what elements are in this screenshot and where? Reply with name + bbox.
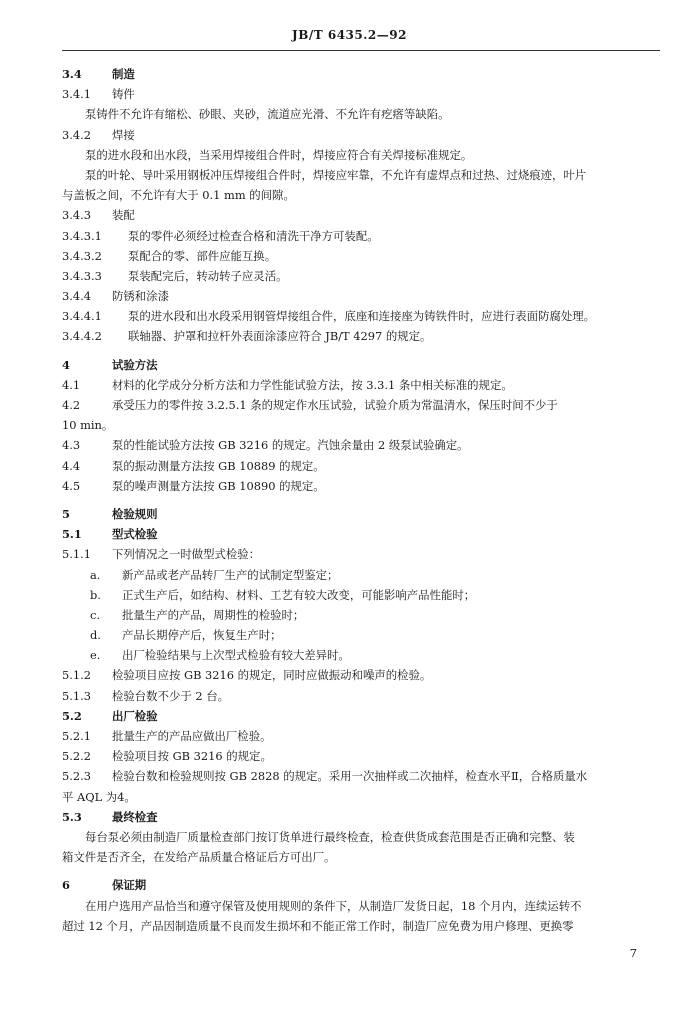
paragraph-line: 泵的叶轮、导叶采用钢板冲压焊接组合件时，焊接应牢靠，不允许有虚焊点和过热、过烧痕迹，叶片: [85, 167, 587, 182]
clause-number: 3.4.3: [62, 208, 91, 223]
heading-number: 5.1: [62, 527, 82, 542]
clause-text: 焊接: [112, 127, 135, 142]
document-body: [62, 64, 660, 936]
heading-number: 3.4: [62, 67, 82, 81]
clause-number: 5.1.3: [62, 688, 91, 703]
list-marker: a.: [90, 567, 101, 582]
heading-number: 4: [62, 357, 70, 372]
list-text: 批量生产的产品，周期性的检验时；: [122, 607, 305, 622]
heading-text: 最终检查: [112, 809, 158, 824]
paragraph-continuation: 超过 12 个月，产品因制造质量不良而发生损坏和不能正常工作时，制造厂应免费为用户修理、更换零: [62, 918, 574, 933]
clause-number: 3.4.3.3: [62, 268, 102, 283]
list-text: 出厂检验结果与上次型式检验有较大差异时。: [122, 648, 350, 663]
heading-number: 5.3: [62, 809, 82, 824]
section-heading: [62, 64, 660, 84]
clause-text: 材料的化学成分分析方法和力学性能试验方法，按 3.3.1 条中相关标准的规定。: [112, 377, 513, 392]
list-text: 正式生产后，如结构、材料、工艺有较大改变，可能影响产品性能时；: [122, 587, 476, 602]
list-marker: e.: [90, 648, 101, 663]
paragraph-line: 每台泵必须由制造厂质量检查部门按订货单进行最终检查，检查供货成套范围是否正确和完整、装: [85, 829, 575, 844]
clause: [62, 395, 660, 415]
list-text: 新产品或老产品转厂生产的试制定型鉴定；: [122, 567, 339, 582]
heading-text: 型式检验: [112, 527, 158, 542]
document-header: JB/T 6435.2—92: [292, 28, 407, 42]
clause-text: 泵的噪声测量方法按 GB 10890 的规定。: [112, 478, 325, 493]
paragraph-continuation: 与盖板之间，不允许有大于 0.1 mm 的间隙。: [62, 188, 295, 203]
section-heading: [62, 504, 660, 524]
clause-number: 3.4.3.2: [62, 248, 102, 263]
list-text: 产品长期停产后，恢复生产时；: [122, 628, 282, 643]
section-heading: [62, 355, 660, 375]
clause: [62, 125, 660, 145]
clause: [62, 766, 660, 786]
clause: [62, 246, 660, 266]
page-number: 7: [629, 946, 637, 960]
clause: [62, 435, 660, 455]
clause-text: 批量生产的产品应做出厂检验。: [112, 729, 272, 743]
list-marker: d.: [90, 628, 101, 643]
heading-text: 检验规则: [112, 506, 158, 521]
clause-number: 5.1.2: [62, 668, 91, 683]
list-marker: b.: [90, 587, 101, 602]
clause-text: 泵的振动测量方法按 GB 10889 的规定。: [112, 458, 325, 473]
clause: [62, 266, 660, 286]
clause-number: 4.2: [62, 398, 81, 412]
clause-text: 检验项目应按 GB 3216 的规定，同时应做振动和噪声的检验。: [112, 668, 432, 683]
clause: [62, 205, 660, 225]
heading-text: 保证期: [112, 878, 147, 893]
clause-text: 检验台数不少于 2 台。: [112, 688, 230, 703]
section-heading: [62, 875, 660, 895]
list-item: [62, 605, 660, 625]
clause-number: 4.4: [62, 458, 81, 473]
clause-text: 检验台数和检验规则按 GB 2828 的规定。采用一次抽样或二次抽样，检查水平Ⅱ，合格质量水: [112, 769, 588, 784]
clause: [62, 686, 660, 706]
clause: [62, 306, 660, 326]
clause-text: 泵的零件必须经过检查合格和清洗干净方可装配。: [128, 228, 379, 243]
clause-number: 3.4.2: [62, 127, 91, 142]
clause: [62, 746, 660, 766]
clause: [62, 726, 660, 746]
section-heading: [62, 706, 660, 726]
clause-text: 泵装配完后，转动转子应灵活。: [128, 268, 288, 283]
clause-text: 防锈和涂漆: [112, 289, 169, 304]
paragraph-continuation: 10 min。: [62, 418, 114, 433]
clause: [62, 226, 660, 246]
clause-text: 承受压力的零件按 3.2.5.1 条的规定作水压试验，试验介质为常温清水，保压时间不少于: [112, 398, 558, 412]
clause-number: 3.4.4: [62, 289, 91, 304]
clause-number: 4.5: [62, 478, 81, 493]
clause-number: 5.2.2: [62, 749, 91, 764]
clause-text: 泵的进水段和出水段采用钢管焊接组合件，底座和连接座为铸铁件时，应进行表面防腐处理。: [128, 309, 596, 324]
clause: [62, 544, 660, 564]
clause: [62, 326, 660, 346]
clause-text: 装配: [112, 208, 135, 223]
clause-number: 5.2.1: [62, 729, 91, 743]
clause-number: 4.3: [62, 438, 81, 453]
clause: [62, 375, 660, 395]
clause-number: 3.4.4.1: [62, 309, 102, 324]
paragraph-line: 泵的进水段和出水段，当采用焊接组合件时，焊接应符合有关焊接标准规定。: [85, 147, 473, 162]
section-heading: [62, 807, 660, 827]
clause-text: 铸件: [112, 87, 135, 102]
list-item: [62, 585, 660, 605]
clause-text: 联轴器、护罩和拉杆外表面涂漆应符合 JB/T 4297 的规定。: [128, 329, 432, 344]
paragraph-line: 在用户选用产品恰当和遵守保管及使用规则的条件下，从制造厂发货日起，18 个月内，连续运转不: [85, 898, 582, 913]
clause-number: 5.1.1: [62, 547, 91, 562]
clause: [62, 665, 660, 685]
list-item: [62, 645, 660, 665]
list-item: [62, 625, 660, 645]
clause-number: 4.1: [62, 377, 81, 392]
clause-text: 泵的性能试验方法按 GB 3216 的规定。汽蚀余量由 2 级泵试验确定。: [112, 438, 469, 453]
clause-number: 3.4.1: [62, 87, 91, 102]
heading-text: 制造: [112, 67, 135, 81]
clause-text: 下列情况之一时做型式检验：: [112, 547, 261, 562]
clause: [62, 286, 660, 306]
heading-number: 5: [62, 506, 70, 521]
clause: [62, 84, 660, 104]
clause-number: 3.4.4.2: [62, 329, 102, 344]
heading-number: 5.2: [62, 708, 82, 723]
clause-number: 5.2.3: [62, 769, 91, 784]
clause-text: 泵配合的零、部件应能互换。: [128, 248, 277, 263]
heading-number: 6: [62, 878, 70, 893]
paragraph-continuation: 平 AQL 为4。: [62, 789, 136, 804]
clause: [62, 456, 660, 476]
clause-text: 检验项目按 GB 3216 的规定。: [112, 749, 272, 764]
header-rule: [62, 50, 660, 51]
section-heading: [62, 524, 660, 544]
clause-number: 3.4.3.1: [62, 228, 102, 243]
paragraph-line: 泵铸件不允许有缩松、砂眼、夹砂，流道应光滑、不允许有疙瘩等缺陷。: [85, 107, 450, 122]
paragraph-continuation: 箱文件是否齐全，在发给产品质量合格证后方可出厂。: [62, 850, 336, 865]
clause: [62, 476, 660, 496]
list-marker: c.: [90, 607, 101, 622]
heading-text: 出厂检验: [112, 708, 158, 723]
heading-text: 试验方法: [112, 357, 158, 372]
list-item: [62, 565, 660, 585]
